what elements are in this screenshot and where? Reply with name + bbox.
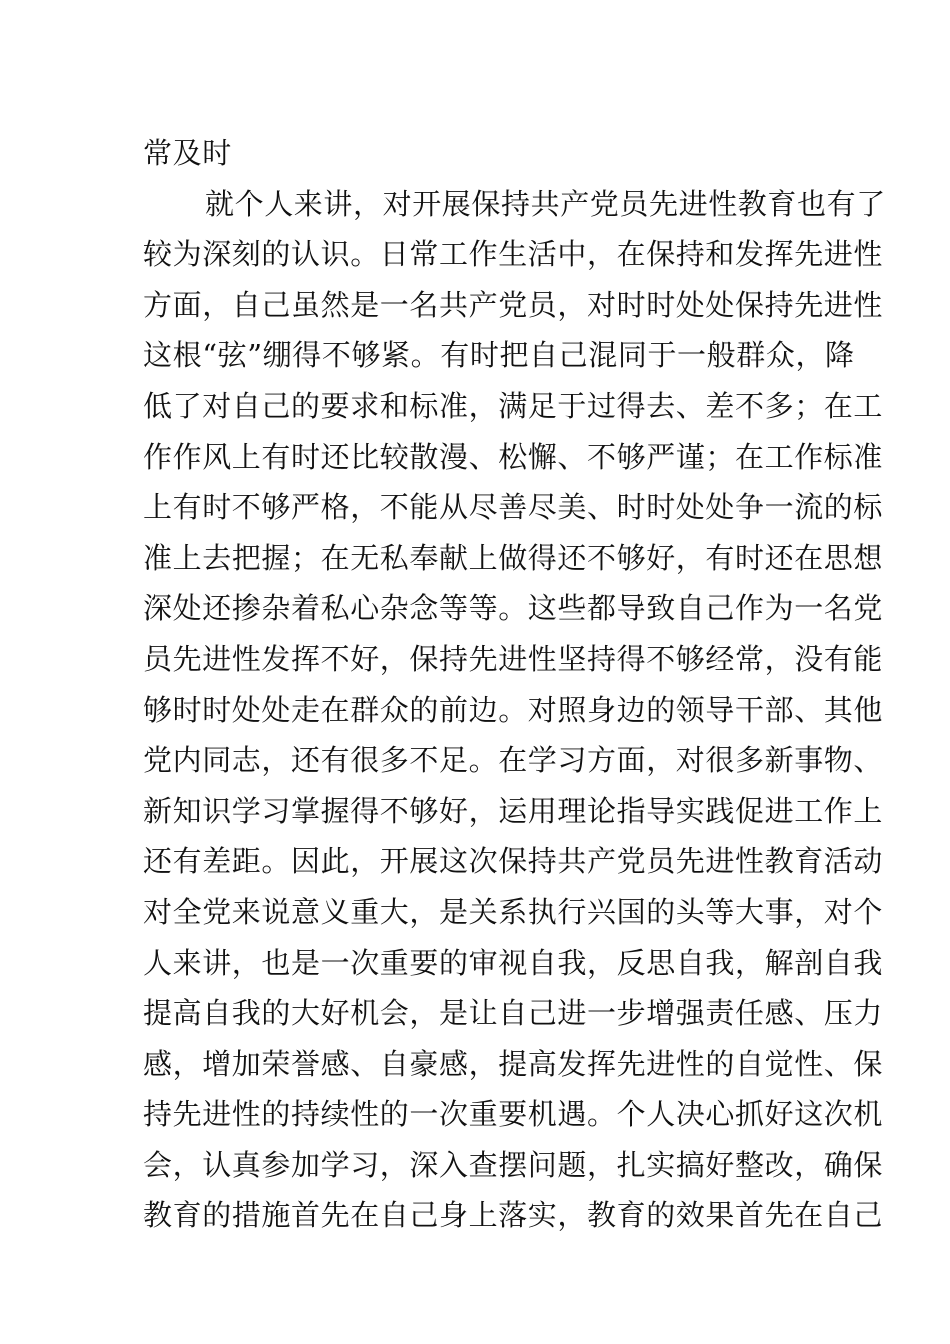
text-line: 新知识学习掌握得不够好，运用理论指导实践促进工作上 [143,793,884,828]
paragraph-first-line: 就个人来讲，对开展保持共产党员先进性教育也有了 [205,186,886,221]
text-line: 较为深刻的认识。日常工作生活中，在保持和发挥先进性 [143,237,884,272]
text-line: 准上去把握；在无私奉献上做得还不够好，有时还在思想 [143,540,884,575]
text-line: 常及时 [143,136,232,170]
text-line: 感，增加荣誉感、自豪感，提高发挥先进性的自觉性、保 [143,1046,884,1081]
text-line: 持先进性的持续性的一次重要机遇。个人决心抓好这次机 [143,1097,884,1132]
text-line: 员先进性发挥不好，保持先进性坚持得不够经常，没有能 [143,641,884,676]
text-line: 对全党来说意义重大，是关系执行兴国的头等大事，对个 [143,894,884,929]
text-line: 深处还掺杂着私心杂念等等。这些都导致自己作为一名党 [143,591,884,626]
body-text [143,128,886,1241]
text-line: 低了对自己的要求和标准，满足于过得去、差不多；在工 [143,388,884,423]
text-line: 教育的措施首先在自己身上落实，教育的效果首先在自己 [143,1198,884,1233]
text-line: 作作风上有时还比较散漫、松懈、不够严谨；在工作标准 [143,439,884,474]
text-line: 提高自我的大好机会，是让自己进一步增强责任感、压力 [143,996,884,1031]
text-line: 人来讲，也是一次重要的审视自我，反思自我，解剖自我 [143,945,884,980]
text-line: 方面，自己虽然是一名共产党员，对时时处处保持先进性 [143,287,884,322]
text-line: 够时时处处走在群众的前边。对照身边的领导干部、其他 [143,692,884,727]
text-line: 这根“弦”绷得不够紧。有时把自己混同于一般群众，降 [143,338,855,373]
text-line: 还有差距。因此，开展这次保持共产党员先进性教育活动 [143,844,884,879]
text-line: 上有时不够严格，不能从尽善尽美、时时处处争一流的标 [143,490,884,525]
text-line: 会，认真参加学习，深入查摆问题，扎实搞好整改，确保 [143,1147,884,1182]
text-line: 党内同志，还有很多不足。在学习方面，对很多新事物、 [143,743,884,778]
